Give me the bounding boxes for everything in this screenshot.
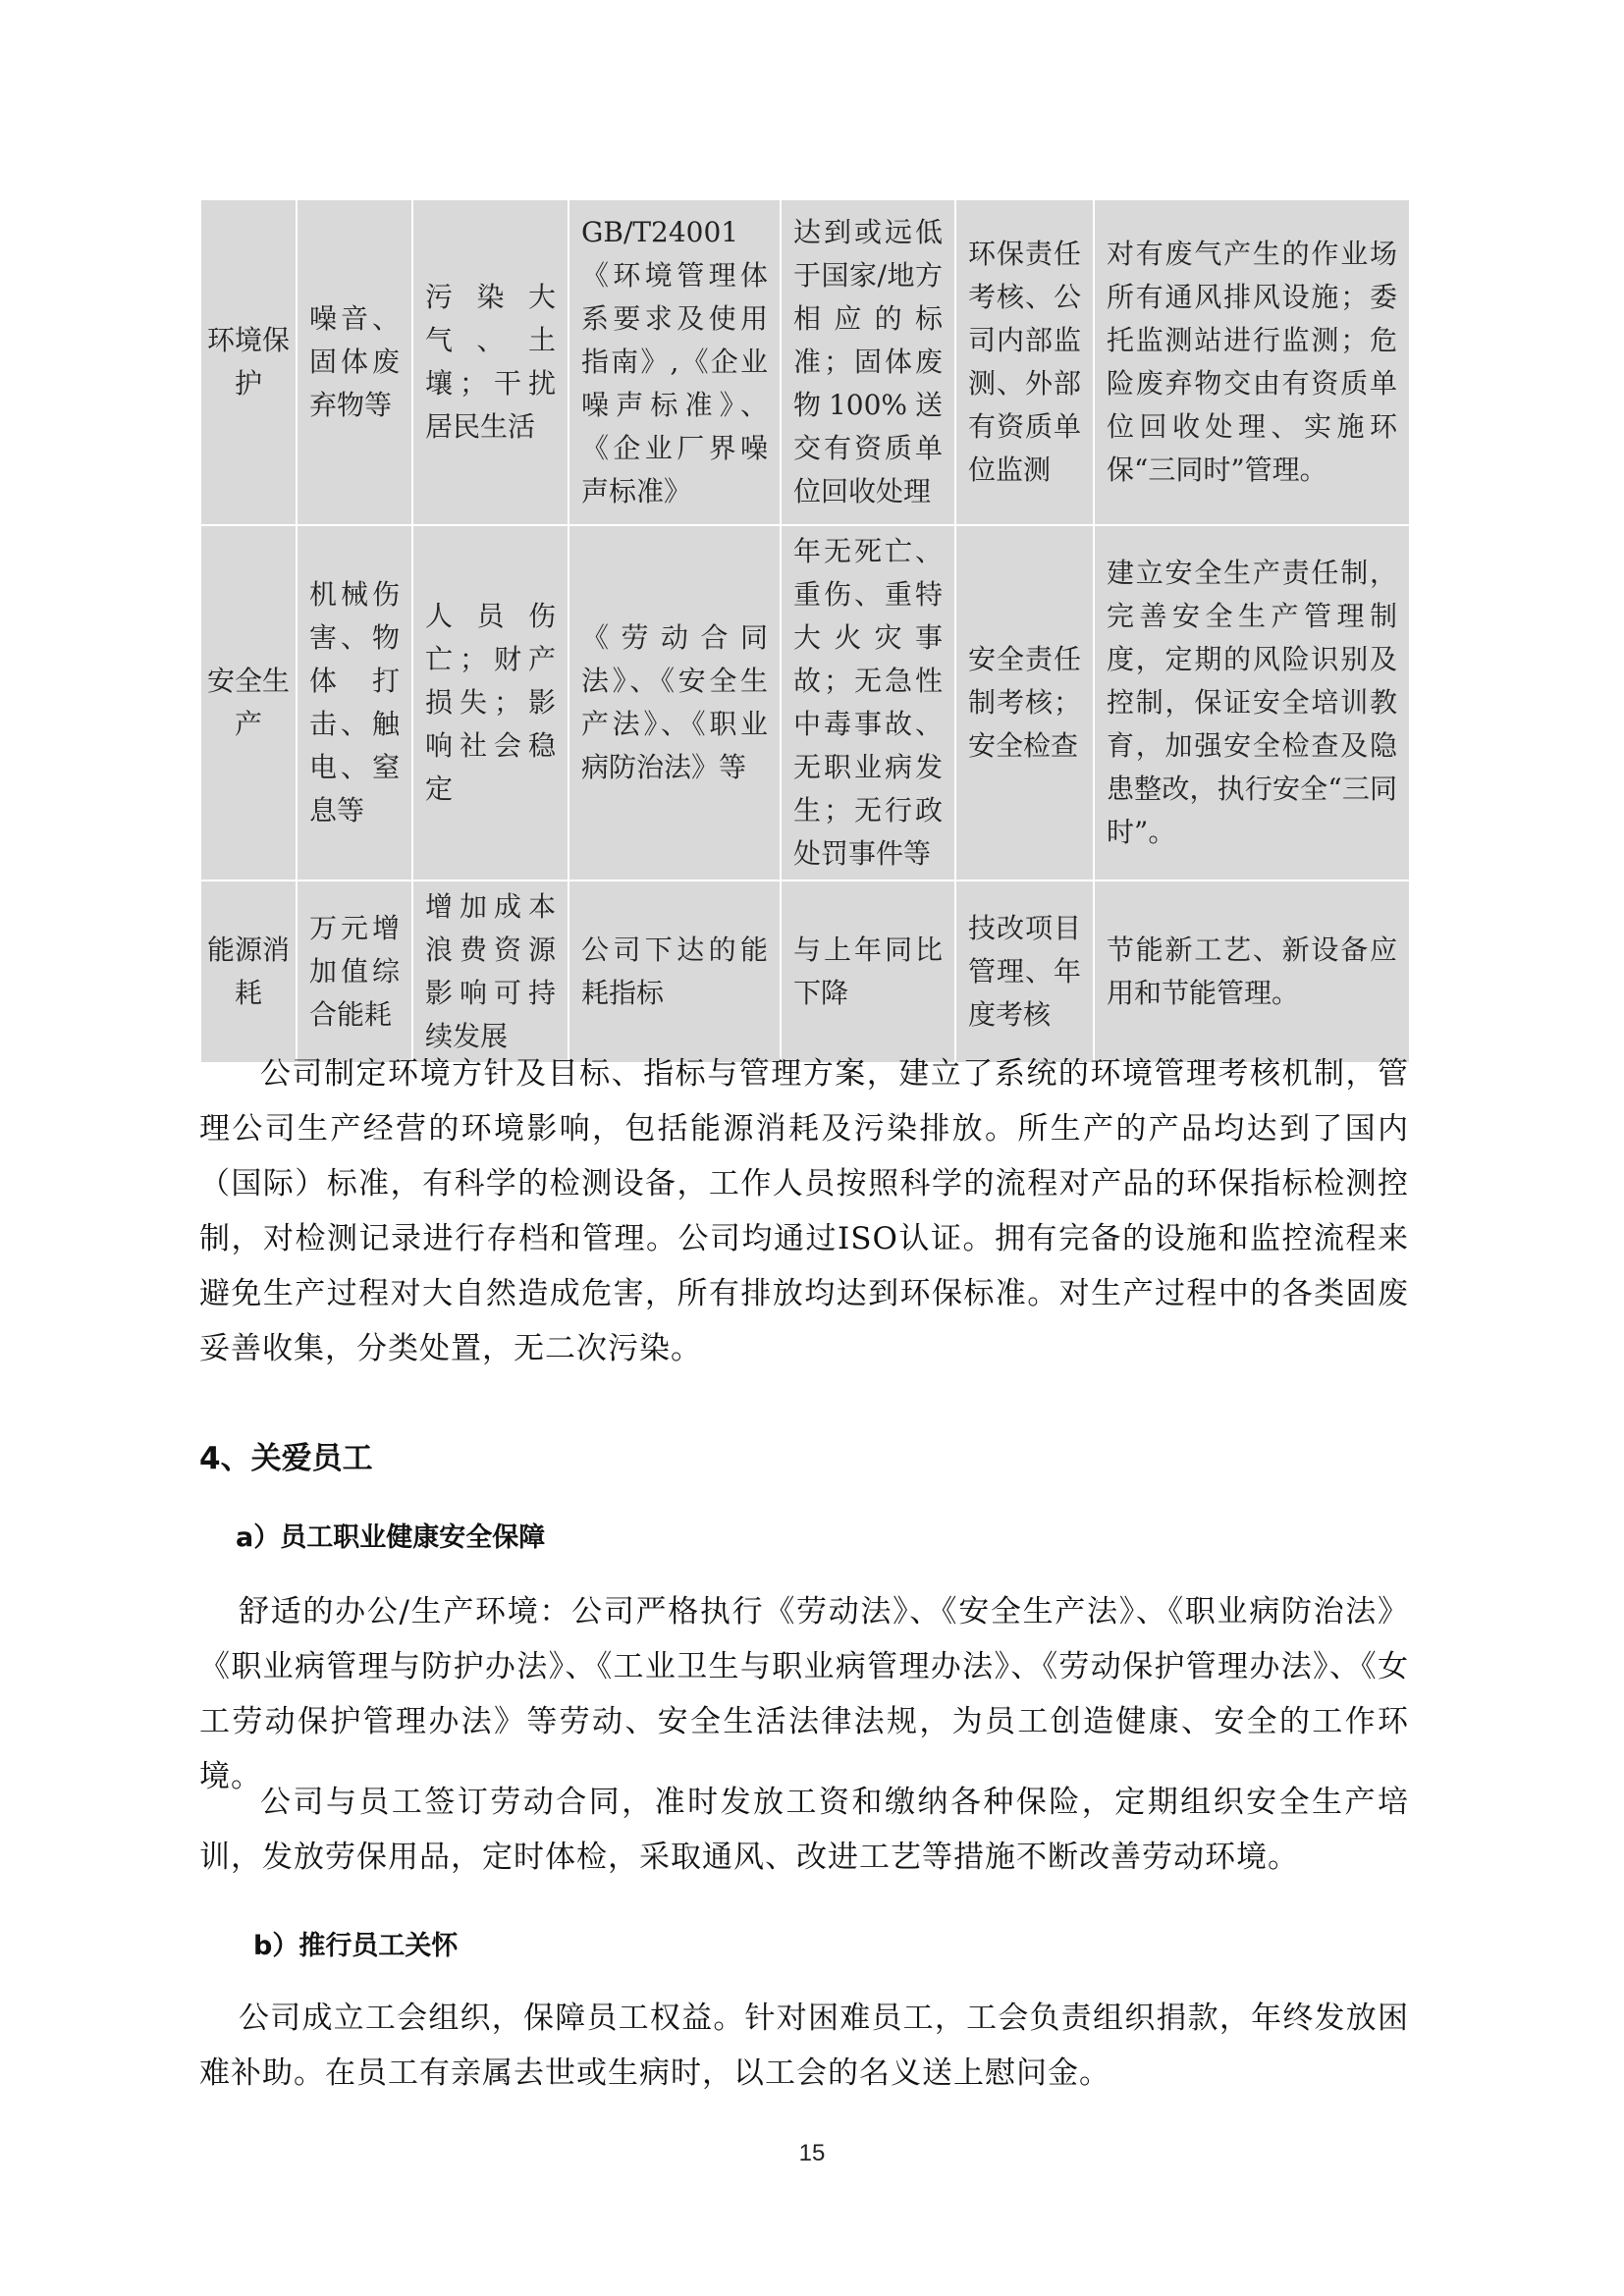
table-cell: 安全责任制考核；安全检查 xyxy=(955,525,1094,881)
table-cell: 建立安全生产责任制，完善安全生产管理制度，定期的风险识别及控制，保证安全培训教育，加强安全检查及隐患整改，执行安全“三同时”。 xyxy=(1094,525,1410,881)
table-cell: 节能新工艺、新设备应用和节能管理。 xyxy=(1094,881,1410,1063)
table-cell: 污染大气、土壤；干扰居民生活 xyxy=(412,199,568,525)
table-cell: 达到或远低于国家/地方相应的标准；固体废物100%送交有资质单位回收处理 xyxy=(781,199,955,525)
subsection-a-paragraph-2: 公司与员工签订劳动合同，准时发放工资和缴纳各种保险，定期组织安全生产培训，发放劳保用品，定时体检，采取通风、改进工艺等措施不断改善劳动环境。 xyxy=(199,1785,1409,1875)
table-cell: 能源消耗 xyxy=(200,881,297,1063)
table-cell: GB/T24001《环境管理体系要求及使用指南》,《企业噪声标准》、《企业厂界噪声标准》 xyxy=(568,199,781,525)
table-cell: 技改项目管理、年度考核 xyxy=(955,881,1094,1063)
table-cell: 年无死亡、重伤、重特大火灾事故；无急性中毒事故、无职业病发生；无行政处罚事件等 xyxy=(781,525,955,881)
environment-summary-paragraph: 公司制定环境方针及目标、指标与管理方案，建立了系统的环境管理考核机制，管理公司生产经营的环境影响，包括能源消耗及污染排放。所生产的产品均达到了国内（国际）标准，有科学的检测设备，工作人员按照科学的流程对产品的环保指标检测控制，对检测记录进行存档和管理。公司均通过ISO认证。拥有完备的设施和监控流程来避免生产过程对大自然造成危害，所有排放均达到环保标准。对生产过程中的各类固废妥善收集，分类处置，无二次污染。 xyxy=(199,1056,1409,1366)
table-cell: 安全生产 xyxy=(200,525,297,881)
table-cell: 增加成本浪费资源影响可持续发展 xyxy=(412,881,568,1063)
subsection-b-paragraph-1: 公司成立工会组织，保障员工权益。针对困难员工，工会负责组织捐款，年终发放困难补助。在员工有亲属去世或生病时，以工会的名义送上慰问金。 xyxy=(199,2001,1409,2091)
page-number: 15 xyxy=(798,2140,826,2166)
table-cell: 与上年同比下降 xyxy=(781,881,955,1063)
subsection-a-paragraph-1: 舒适的办公/生产环境：公司严格执行《劳动法》、《安全生产法》、《职业病防治法》《职业病管理与防护办法》、《工业卫生与职业病管理办法》、《劳动保护管理办法》、《女工劳动保护管理办法》等劳动、安全生活法律法规，为员工创造健康、安全的工作环境。 xyxy=(199,1594,1409,1794)
risk-table-wrapper xyxy=(199,198,1409,1064)
subsection-heading-a: a）员工职业健康安全保障 xyxy=(236,1522,546,1553)
table-row xyxy=(200,199,1410,525)
table-cell: 机械伤害、物体打击、触电、窒息等 xyxy=(297,525,412,881)
table-row xyxy=(200,525,1410,881)
risk-table xyxy=(199,198,1411,1064)
table-row xyxy=(200,881,1410,1063)
subsection-heading-b: b）推行员工关怀 xyxy=(253,1931,459,1961)
section-heading-care-employees: 4、关爱员工 xyxy=(199,1441,373,1476)
table-cell: 环保责任考核、公司内部监测、外部有资质单位监测 xyxy=(955,199,1094,525)
table-cell: 对有废气产生的作业场所有通风排风设施；委托监测站进行监测；危险废弃物交由有资质单位回收处理、实施环保“三同时”管理。 xyxy=(1094,199,1410,525)
table-cell: 环境保护 xyxy=(200,199,297,525)
table-cell: 万元增加值综合能耗 xyxy=(297,881,412,1063)
table-cell: 《劳动合同法》、《安全生产法》、《职业病防治法》等 xyxy=(568,525,781,881)
table-cell: 噪音、固体废弃物等 xyxy=(297,199,412,525)
table-cell: 人员伤亡；财产损失；影响社会稳定 xyxy=(412,525,568,881)
table-cell: 公司下达的能耗指标 xyxy=(568,881,781,1063)
